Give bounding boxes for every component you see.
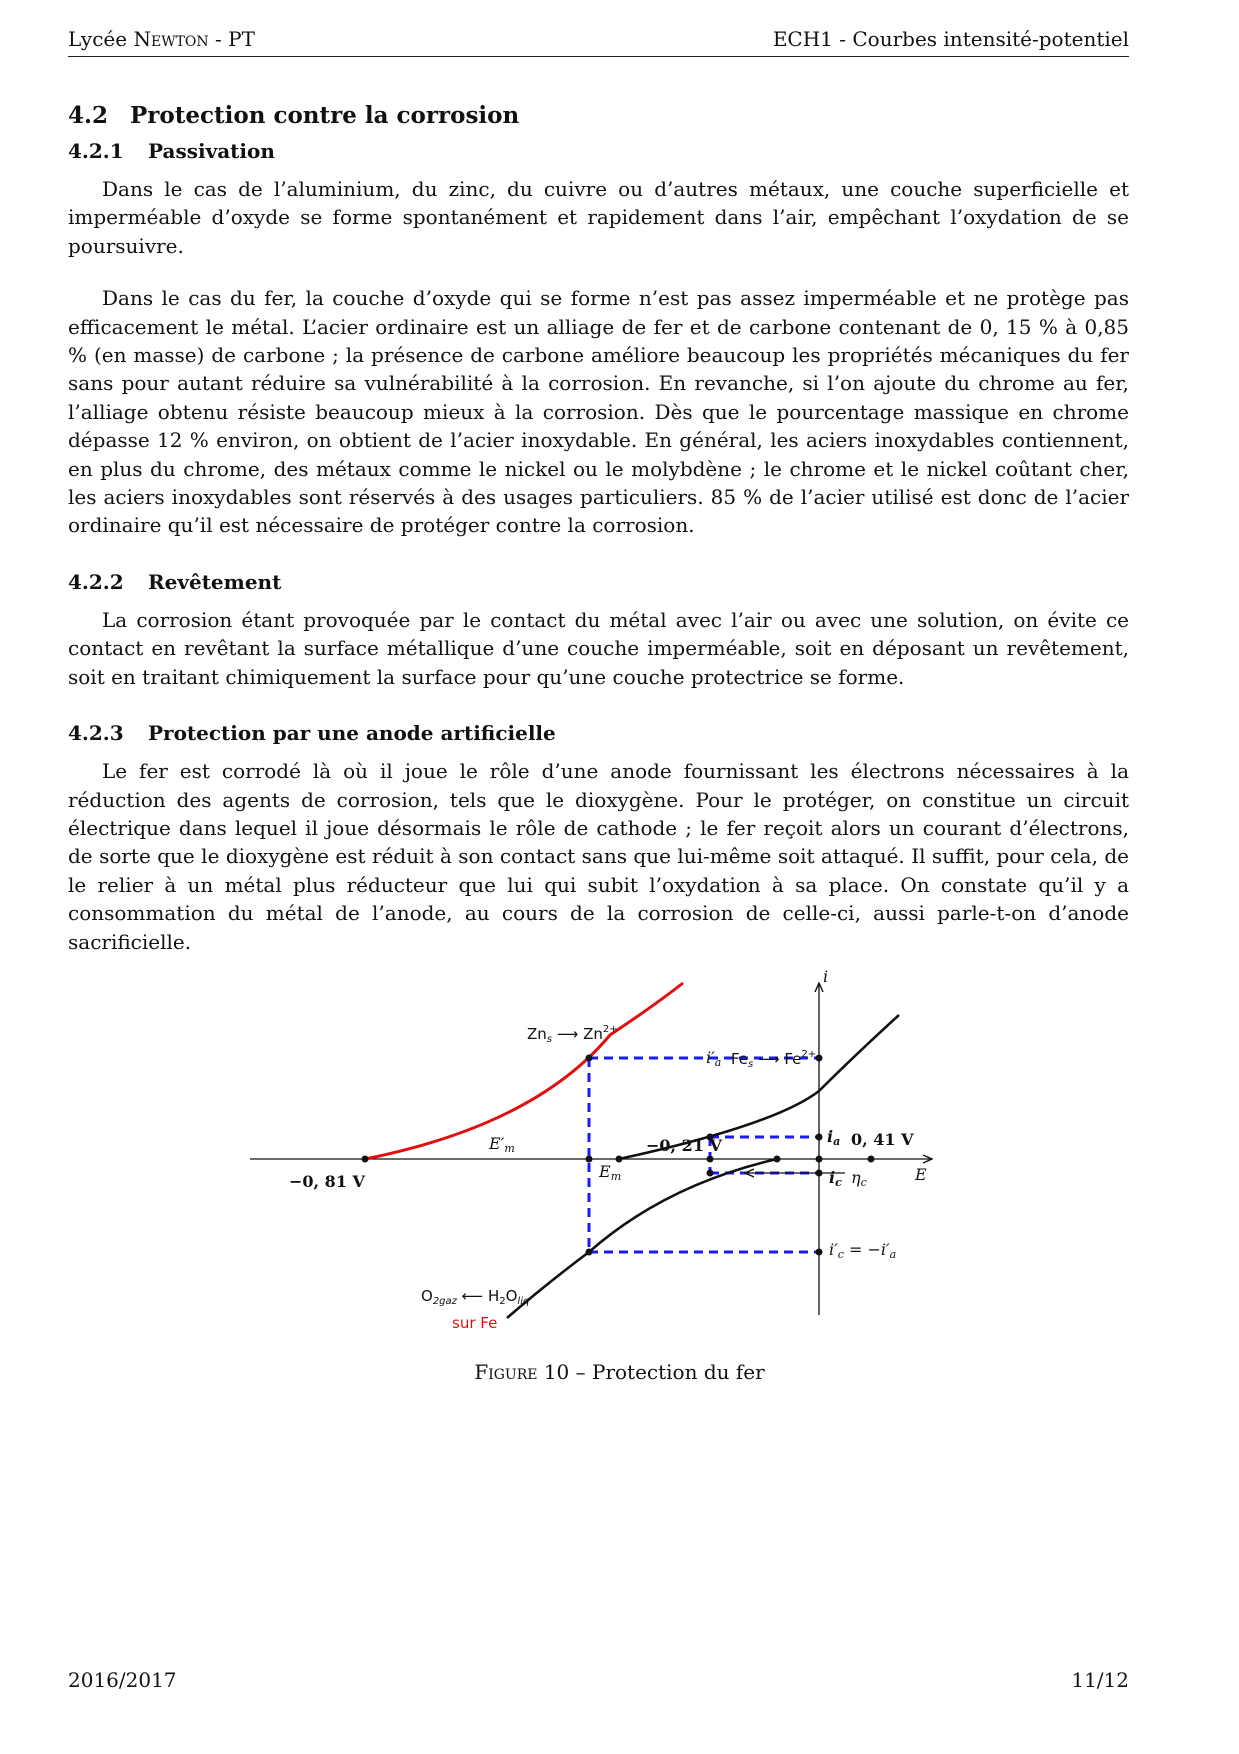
subsection-title: Passivation	[148, 139, 275, 163]
section-gap	[68, 691, 1129, 721]
em-sub: m	[610, 1170, 622, 1183]
paragraph-gap	[68, 260, 1129, 284]
e-fe-label: 0, 41 V	[851, 1130, 914, 1149]
subsection-title: Protection par une anode artificielle	[148, 721, 556, 746]
e-zn-label: −0, 81 V	[289, 1172, 365, 1191]
h2o-h: H	[487, 1287, 500, 1305]
point-fe-e0	[868, 1156, 875, 1163]
o2-main: O	[421, 1287, 433, 1305]
o2-arrow: ⟵	[456, 1287, 488, 1305]
header-chapter: ECH1 - Courbes intensité-potentiel	[772, 27, 1129, 51]
ia-main: i	[827, 1127, 834, 1146]
ia-prime-main: i′	[706, 1048, 715, 1067]
ia-sub: a	[833, 1135, 841, 1148]
point-ic	[816, 1170, 823, 1177]
paragraph: Dans le cas de l’aluminium, du zinc, du cuivre ou d’autres métaux, une couche superficielle et imperméable d’oxyde se forme spontanément et rapidement dans l’air, empêchant l’oxydation de se poursuivre.	[68, 177, 1129, 258]
point-ia-prime	[816, 1055, 823, 1062]
subsection-number: 4.2.1	[68, 139, 124, 163]
section-gap	[68, 540, 1129, 570]
subsection-heading-anode	[68, 721, 1129, 745]
subsection-heading-passivation	[68, 139, 1129, 163]
ic-label	[829, 1168, 842, 1189]
running-header	[68, 24, 1129, 54]
ia-prime-label	[706, 1048, 721, 1069]
main-content	[68, 96, 1129, 956]
ia-label	[827, 1127, 840, 1148]
point-o2-curve	[707, 1170, 714, 1177]
ic-sub: c	[835, 1176, 842, 1189]
sur-fe-label: sur Fe	[452, 1314, 498, 1332]
point-o2-curve-low	[586, 1249, 593, 1256]
paragraph: Le fer est corrodé là où il joue le rôle d’une anode fournissant les électrons nécessaires à la réduction des agents de corrosion, tels que le dioxygène. Pour le protéger, on constitue un circuit électrique dans lequel il joue désormais le rôle de cathode ; le fer reçoit alors un courant d’électrons, de sorte que le dioxygène est réduit à son contact sans que lui-même soit attaqué. Il suffit, pour cela, de le relier à un métal plus réducteur que lui qui subit l’oxydation à sa place. On constate qu’il y a consommation du métal de l’anode, au cours de la corrosion de celle-ci, aussi parle-t-on d’anode sacrificielle.	[68, 759, 1129, 954]
header-school-prefix: Lycée	[68, 27, 134, 51]
point-em-prime-axis	[586, 1156, 593, 1163]
subsection-number: 4.2.2	[68, 569, 124, 594]
page-number: 11/12	[1071, 1668, 1129, 1692]
caption-text: 10 – Protection du fer	[537, 1360, 765, 1384]
section-title: Protection contre la corrosion	[130, 102, 520, 129]
fe-couple-red: Fe	[731, 1050, 749, 1068]
em-prime-sub: m	[504, 1142, 515, 1155]
point-o2	[774, 1156, 781, 1163]
zn-arrow: ⟶	[552, 1025, 584, 1043]
ic-prime-rhs-sub: a	[889, 1248, 897, 1261]
paragraph: La corrosion étant provoquée par le contact du métal avec l’air ou avec une solution, on évite ce contact en revêtant la surface métallique d’une couche imperméable, soit en déposant un revêtement, soit en traitant chimiquement la surface pour qu’une couche protectrice se forme.	[68, 607, 1129, 689]
header-school-name: Newton	[133, 27, 209, 51]
section-heading	[68, 102, 1129, 129]
o2-sub: 2gaz	[432, 1296, 457, 1307]
zn-couple-sub: s	[546, 1034, 553, 1045]
point-em-axis	[707, 1156, 714, 1163]
subsection-heading-revetement	[68, 570, 1129, 594]
h2o-o: O	[505, 1287, 518, 1305]
caption-prefix: Figure	[474, 1360, 538, 1384]
fe-couple-sup: 2+	[801, 1049, 817, 1060]
em-prime-label	[488, 1134, 515, 1155]
ic-prime-sub: c	[837, 1248, 844, 1261]
footer-year: 2016/2017	[68, 1668, 177, 1692]
em-label	[598, 1162, 621, 1183]
subsection-number: 4.2.3	[68, 721, 124, 746]
figure-caption	[0, 1360, 1239, 1384]
ic-main: i	[829, 1168, 836, 1187]
h2o-sub: liq	[517, 1296, 530, 1307]
ic-prime-eq-label	[829, 1240, 896, 1261]
point-axis-origin	[816, 1156, 823, 1163]
point-ic-prime	[816, 1249, 823, 1256]
subsection-title: Revêtement	[148, 569, 282, 594]
em-prime-main: E′	[489, 1134, 505, 1153]
zinc-oxidation-curve	[365, 983, 683, 1159]
ic-prime-main: i′	[829, 1240, 838, 1259]
oxygen-reduction-curve	[507, 1159, 777, 1318]
running-footer	[68, 1668, 1129, 1698]
point-zn	[362, 1156, 369, 1163]
zn-couple-sup: 2+	[602, 1024, 618, 1035]
header-school	[68, 24, 255, 54]
fe-couple-ox: Fe	[784, 1050, 802, 1068]
point-zn-curve	[586, 1055, 593, 1062]
eta-c-sub: c	[860, 1176, 867, 1189]
h2o-two: 2	[499, 1296, 506, 1307]
header-rule	[68, 56, 1129, 57]
point-ia	[816, 1134, 823, 1141]
fe-couple-label	[731, 1049, 816, 1070]
fe-arrow: ⟶	[753, 1050, 785, 1068]
ic-prime-rhs: = −i′	[843, 1240, 890, 1259]
axis-i-label: i	[823, 967, 829, 986]
ia-prime-sub: a	[714, 1056, 722, 1069]
figure-10	[245, 965, 945, 1340]
fe-couple-sub: s	[748, 1059, 754, 1070]
o2-h2o-couple-label	[421, 1287, 529, 1307]
point-fe-start	[616, 1156, 623, 1163]
intensity-potential-diagram	[245, 965, 945, 1340]
eta-c-main: η	[851, 1168, 861, 1187]
section-number: 4.2	[68, 102, 109, 129]
points	[362, 1055, 875, 1256]
eta-c-label	[851, 1168, 867, 1189]
em-main: E	[599, 1162, 611, 1181]
axis-e-label: E	[915, 1165, 927, 1184]
paragraph: Dans le cas du fer, la couche d’oxyde qui se forme n’est pas assez imperméable et ne protège pas efficacement le métal. L’acier ordinaire est un alliage de fer et de carbone contenant de 0, 15 % à 0,85 % (en masse) de carbone ; la présence de carbone améliore beaucoup les propriétés mécaniques du fer sans pour autant réduire sa vulnérabilité à la corrosion. En revanche, si l’on ajoute du chrome au fer, l’alliage obtenu résiste beaucoup mieux à la corrosion. Dès que le pourcentage massique en chrome dépasse 12 % environ, on obtient de l’acier inoxydable. En général, les aciers inoxydables contiennent, en plus du chrome, des métaux comme le nickel ou le molybdène ; le chrome et le nickel coûtant cher, les aciers inoxydables sont réservés à des usages particuliers. 85 % de l’acier utilisé est donc de l’acier ordinaire qu’il est nécessaire de protéger contre la corrosion.	[68, 286, 1129, 538]
construction-lines	[589, 1058, 819, 1252]
zn-couple-ox: Zn	[583, 1025, 603, 1043]
e-o2-label: −0, 21 V	[646, 1136, 722, 1155]
zn-couple-red: Zn	[527, 1025, 547, 1043]
header-school-suffix: - PT	[208, 27, 255, 51]
